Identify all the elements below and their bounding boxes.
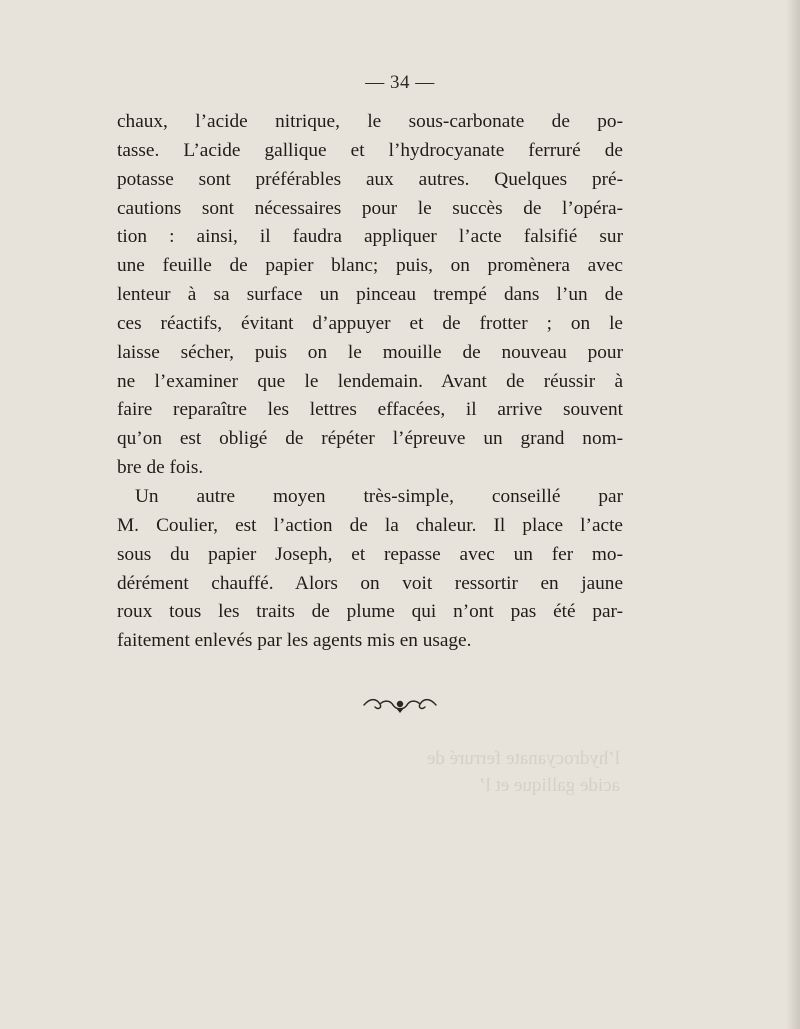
text-line: tasse. L’acide gallique et l’hydrocyanate ferruré de	[117, 139, 623, 161]
show-through-text: acide gallique et l’	[479, 775, 620, 796]
text-line: cautions sont nécessaires pour le succès de l’opéra-	[117, 197, 623, 219]
text-line: qu’on est obligé de répéter l’épreuve un grand nom-	[117, 428, 623, 450]
page-edge-shadow	[786, 0, 800, 1029]
text-line: une feuille de papier blanc; puis, on promènera avec	[117, 255, 623, 277]
text-line: M. Coulier, est l’action de la chaleur. Il place l’acte	[117, 514, 623, 536]
text-line: faire reparaître les lettres effacées, il arrive souvent	[117, 399, 623, 421]
text-line: faitement enlevés par les agents mis en usage.	[117, 630, 472, 652]
text-line: chaux, l’acide nitrique, le sous-carbonate de po-	[117, 111, 623, 132]
text-line: potasse sont préférables aux autres. Quelques pré-	[117, 168, 623, 190]
text-line: ne l’examiner que le lendemain. Avant de réussir à	[117, 370, 623, 392]
page-number: — 34 —	[365, 72, 435, 93]
text-line: laisse sécher, puis on le mouille de nouveau pour	[117, 341, 623, 363]
text-line: ces réactifs, évitant d’appuyer et de frotter ; on le	[117, 312, 623, 334]
show-through-text: l’hydrocyanate ferruré de	[426, 748, 620, 769]
text-line: Un autre moyen très-simple, conseillé par	[135, 485, 623, 507]
text-line: dérément chauffé. Alors on voit ressortir en jaune	[117, 572, 623, 594]
tailpiece-ornament-icon	[360, 696, 440, 714]
text-line: roux tous les traits de plume qui n’ont pas été par-	[117, 601, 623, 623]
text-line: lenteur à sa surface un pinceau trempé dans l’un de	[117, 284, 623, 306]
text-line: tion : ainsi, il faudra appliquer l’acte falsifié sur	[117, 226, 623, 248]
body-text	[117, 108, 623, 656]
text-line: sous du papier Joseph, et repasse avec un fer mo-	[117, 543, 623, 565]
text-line: bre de fois.	[117, 457, 204, 479]
